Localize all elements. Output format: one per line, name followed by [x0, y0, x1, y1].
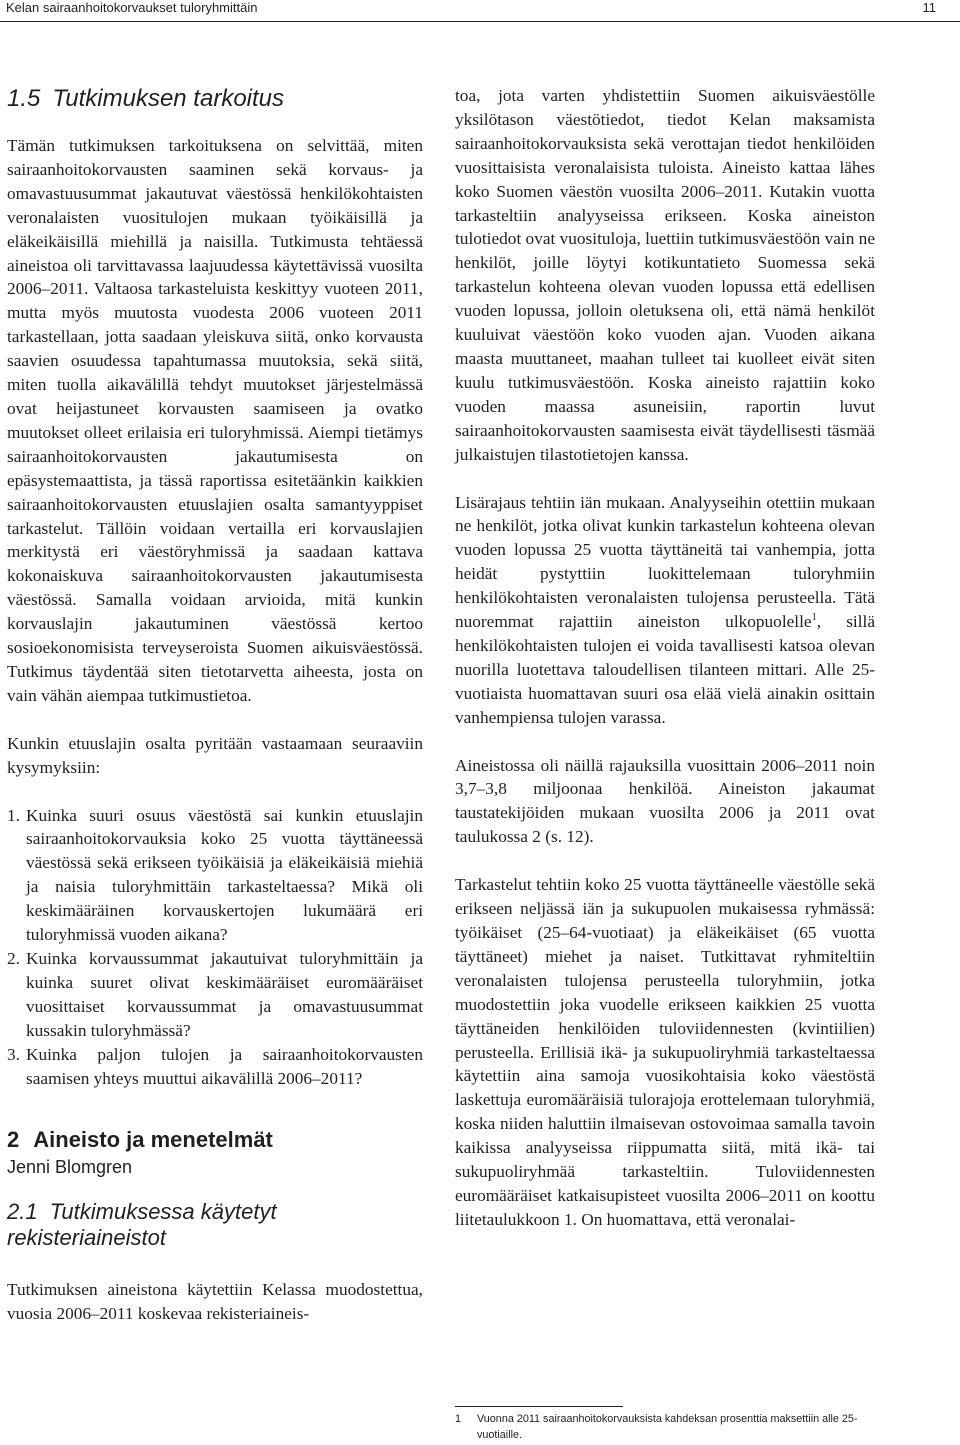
question-text: Kuinka suuri osuus väestöstä sai kunkin etuuslajin sairaanhoitokorvauksia koko 25 vuotta täyttäneessä väestössä sekä erikseen työikäisiä ja eläkeikäisiä miehiä ja naisia tuloryhmittäin tarkasteltaessa? Mikä oli keskimääräinen korvauskertojen lukumäärä eri tuloryhmissä vuoden aikana?	[26, 805, 423, 945]
header-rule	[0, 21, 960, 22]
footnote-rule	[455, 1406, 623, 1407]
body-paragraph: Tämän tutkimuksen tarkoituksena on selvittää, miten sairaanhoitokorvausten saaminen sekä korvaus- ja omavastuusummat jakautuvat väestössä henkilökohtaisten veronalaisten vuositulojen mukaan työikäisillä ja eläkeikäisillä miehillä ja naisilla. Tutkimusta tehtäessä aineistoa oli tarvittavassa laajuudessa käytettävissä vuosilta 2006–2011. Valtaosa tarkasteluista keskittyy vuoteen 2011, mutta myös muutosta vuodesta 2006 vuoteen 2011 tarkastellaan, jotta saadaan yleiskuva siitä, onko korvausta saavien osuudessa tapahtumassa muutoksia, sekä siitä, miten tuolla aikavälillä tehdyt muutokset järjestelmässä ovat heijastuneet korvausten saamiseen ja ovatko muutokset olleet erilaisia eri tuloryhmissä. Aiempi tietämys sairaanhoitokorvausten jakautumisesta on epäsystemaattista, ja tässä raportissa esitetäänkin kaikkien sairaanhoitokorvausten etuuslajien osalta samantyyppiset tarkastelut. Tällöin voidaan vertailla eri korvauslajien merkitystä eri väestöryhmissä ja saadaan kattava kokonaiskuva sairaanhoitokorvausten jakautumisesta väestössä. Samalla voidaan arvioida, mitä kunkin korvauslajin jakautuminen väestössä kertoo sosioekonomisista terveyseroista Suomen aikuisväestössä. Tutkimus täydentää siten tietotarvetta aiheesta, josta on vain vähän aiempaa tutkimustietoa.	[7, 136, 423, 705]
body-paragraph: Aineistossa oli näillä rajauksilla vuosittain 2006–2011 noin 3,7–3,8 miljoonaa henkilöä. Aineiston jakaumat taustatekijöiden mukaan vuosilta 2006 ja 2011 ovat taulukossa 2 (s. 12).	[455, 755, 875, 847]
footnote-text: Vuonna 2011 sairaanhoitokorvauksista kahdeksan prosenttia maksettiin alle 25-vuotiaille.	[477, 1413, 858, 1441]
paragraph-text: Lisärajaus tehtiin iän mukaan. Analyyseihin otettiin mukaan ne henkilöt, jotka olivat kunkin tarkastelun kohteena olevan vuoden lopussa 25 vuotta täyttäneitä tai vanhempia, jotta heidät pystyttiin luokittelemaan tuloryhmiin henkilökohtaisten veronalaisten tulojensa perusteella. Tätä nuoremmat rajattiin aineiston ulkopuolelle	[455, 492, 875, 632]
body-paragraph: toa, jota varten yhdistettiin Suomen aikuisväestölle yksilötason väestötiedot, tiedot Kelan maksamista sairaanhoitokorvauksista sekä verottajan tiedot henkilöiden vuosittaisista veronalaisista tuloista. Aineisto kattaa lähes koko Suomen väestön vuosilta 2006–2011. Kutakin vuotta tarkasteltiin analyyseissa erikseen. Koska aineiston tulotiedot ovat vuosituloja, luettiin tutkimusväestöön vain ne henkilöt, joille löytyi kotikuntatieto Suomessa sekä tarkastelun kohteena olevan vuoden lopussa että edellisen vuoden lopussa, jolloin oletuksena oli, että nämä henkilöt kuuluivat väestöön koko vuoden ajan. Vuoden aikana maasta muuttaneet, maahan tulleet tai kuolleet eivät siten kuulu tutkimusväestöön. Koska aineisto rajattiin koko vuoden maassa asuneisiin, raportin luvut sairaanhoitokorvausten saamisesta eivät täydellisesti täsmää julkaistujen tilastotietojen kanssa.	[455, 86, 875, 464]
left-column	[7, 84, 423, 1326]
question-item	[7, 1043, 423, 1091]
footnote-ref: 1	[811, 612, 817, 624]
section-heading-1-5	[7, 84, 423, 113]
chapter-number: 2	[7, 1127, 20, 1153]
section-number: 1.5	[7, 85, 41, 112]
question-text: Kuinka korvaussummat jakautuivat tuloryhmittäin ja kuinka suuret olivat keskimääräiset euromääräiset vuosittaiset korvaussummat ja omavastuusummat kussakin tuloryhmässä?	[26, 949, 423, 1040]
question-number: 1.	[7, 805, 20, 825]
question-number: 2.	[7, 949, 20, 968]
footnote	[455, 1411, 877, 1443]
body-paragraph: Tarkastelut tehtiin koko 25 vuotta täyttäneelle väestölle sekä erikseen neljässä iän ja sukupuolen mukaisessa ryhmässä: työikäiset (25–64-vuotiaat) ja eläkeikäiset (65 vuotta täyttäneet) miehet ja naiset. Tutkittavat ryhmiteltiin veronalaisten tulojensa perusteella tuloryhmiin, jotka muodostettiin joka vuodelle erikseen kaikkien 25 vuotta täyttäneiden henkilöiden tuloviidennesten (kvintiilien) perusteella. Erillisiä ikä- ja sukupuoliryhmiä tarkasteltaessa käytettiin aina samoja vuosikohtaisia koko väestöstä laskettuja euromääräisiä tulorajoja erottelemaan tuloryhmiä, koska niiden haluttiin ilmaisevan ostovoimaa samalla tavoin kaikissa analyyseissa riippumatta siitä, mitä ikä- tai sukupuoliryhmää tarkasteltiin. Tuloviidennesten euromääräiset katkaisupisteet vuosilta 2006–2011 on koottu liitetaulukkoon 1. On huomattava, että veronalai-	[455, 875, 875, 1229]
body-paragraph: Kunkin etuuslajin osalta pyritään vastaamaan seuraaviin kysymyksiin:	[7, 733, 423, 777]
body-paragraph: Tutkimuksen aineistona käytettiin Kelassa muodostettua, vuosia 2006–2011 koskevaa rekisteriaineis-	[7, 1280, 423, 1324]
footnote-number: 1	[455, 1413, 462, 1425]
section-heading-2-1	[7, 1199, 423, 1251]
question-item	[7, 804, 423, 947]
body-paragraph	[455, 491, 875, 730]
paragraph-text: , sillä henkilökohtaisten tulojen ei voida tavallisesti katsoa olevan nuorilla luotettava taloudellisen tilanteen mittari. Alle 25-vuotiaista huomattavan suuri osa elää vielä ainakin osittain vanhempiensa tulojen varassa.	[455, 612, 875, 727]
question-number: 3.	[7, 1044, 20, 1064]
page-number: 11	[922, 0, 936, 15]
right-column	[455, 84, 875, 1232]
section-title: Tutkimuksessa käytetyt rekisteriaineistot	[7, 1199, 277, 1251]
section-title: Tutkimuksen tarkoitus	[52, 85, 285, 112]
running-title: Kelan sairaanhoitokorvaukset tuloryhmittäin	[6, 0, 258, 15]
chapter-author: Jenni Blomgren	[7, 1157, 133, 1178]
chapter-heading	[7, 1126, 423, 1153]
section-number: 2.1	[7, 1199, 38, 1225]
question-item	[7, 947, 423, 1043]
running-header	[6, 0, 936, 17]
question-text: Kuinka paljon tulojen ja sairaanhoitokorvausten saamisen yhteys muuttui aikavälillä 2006–2011?	[26, 1044, 423, 1088]
chapter-title: Aineisto ja menetelmät	[33, 1127, 273, 1153]
